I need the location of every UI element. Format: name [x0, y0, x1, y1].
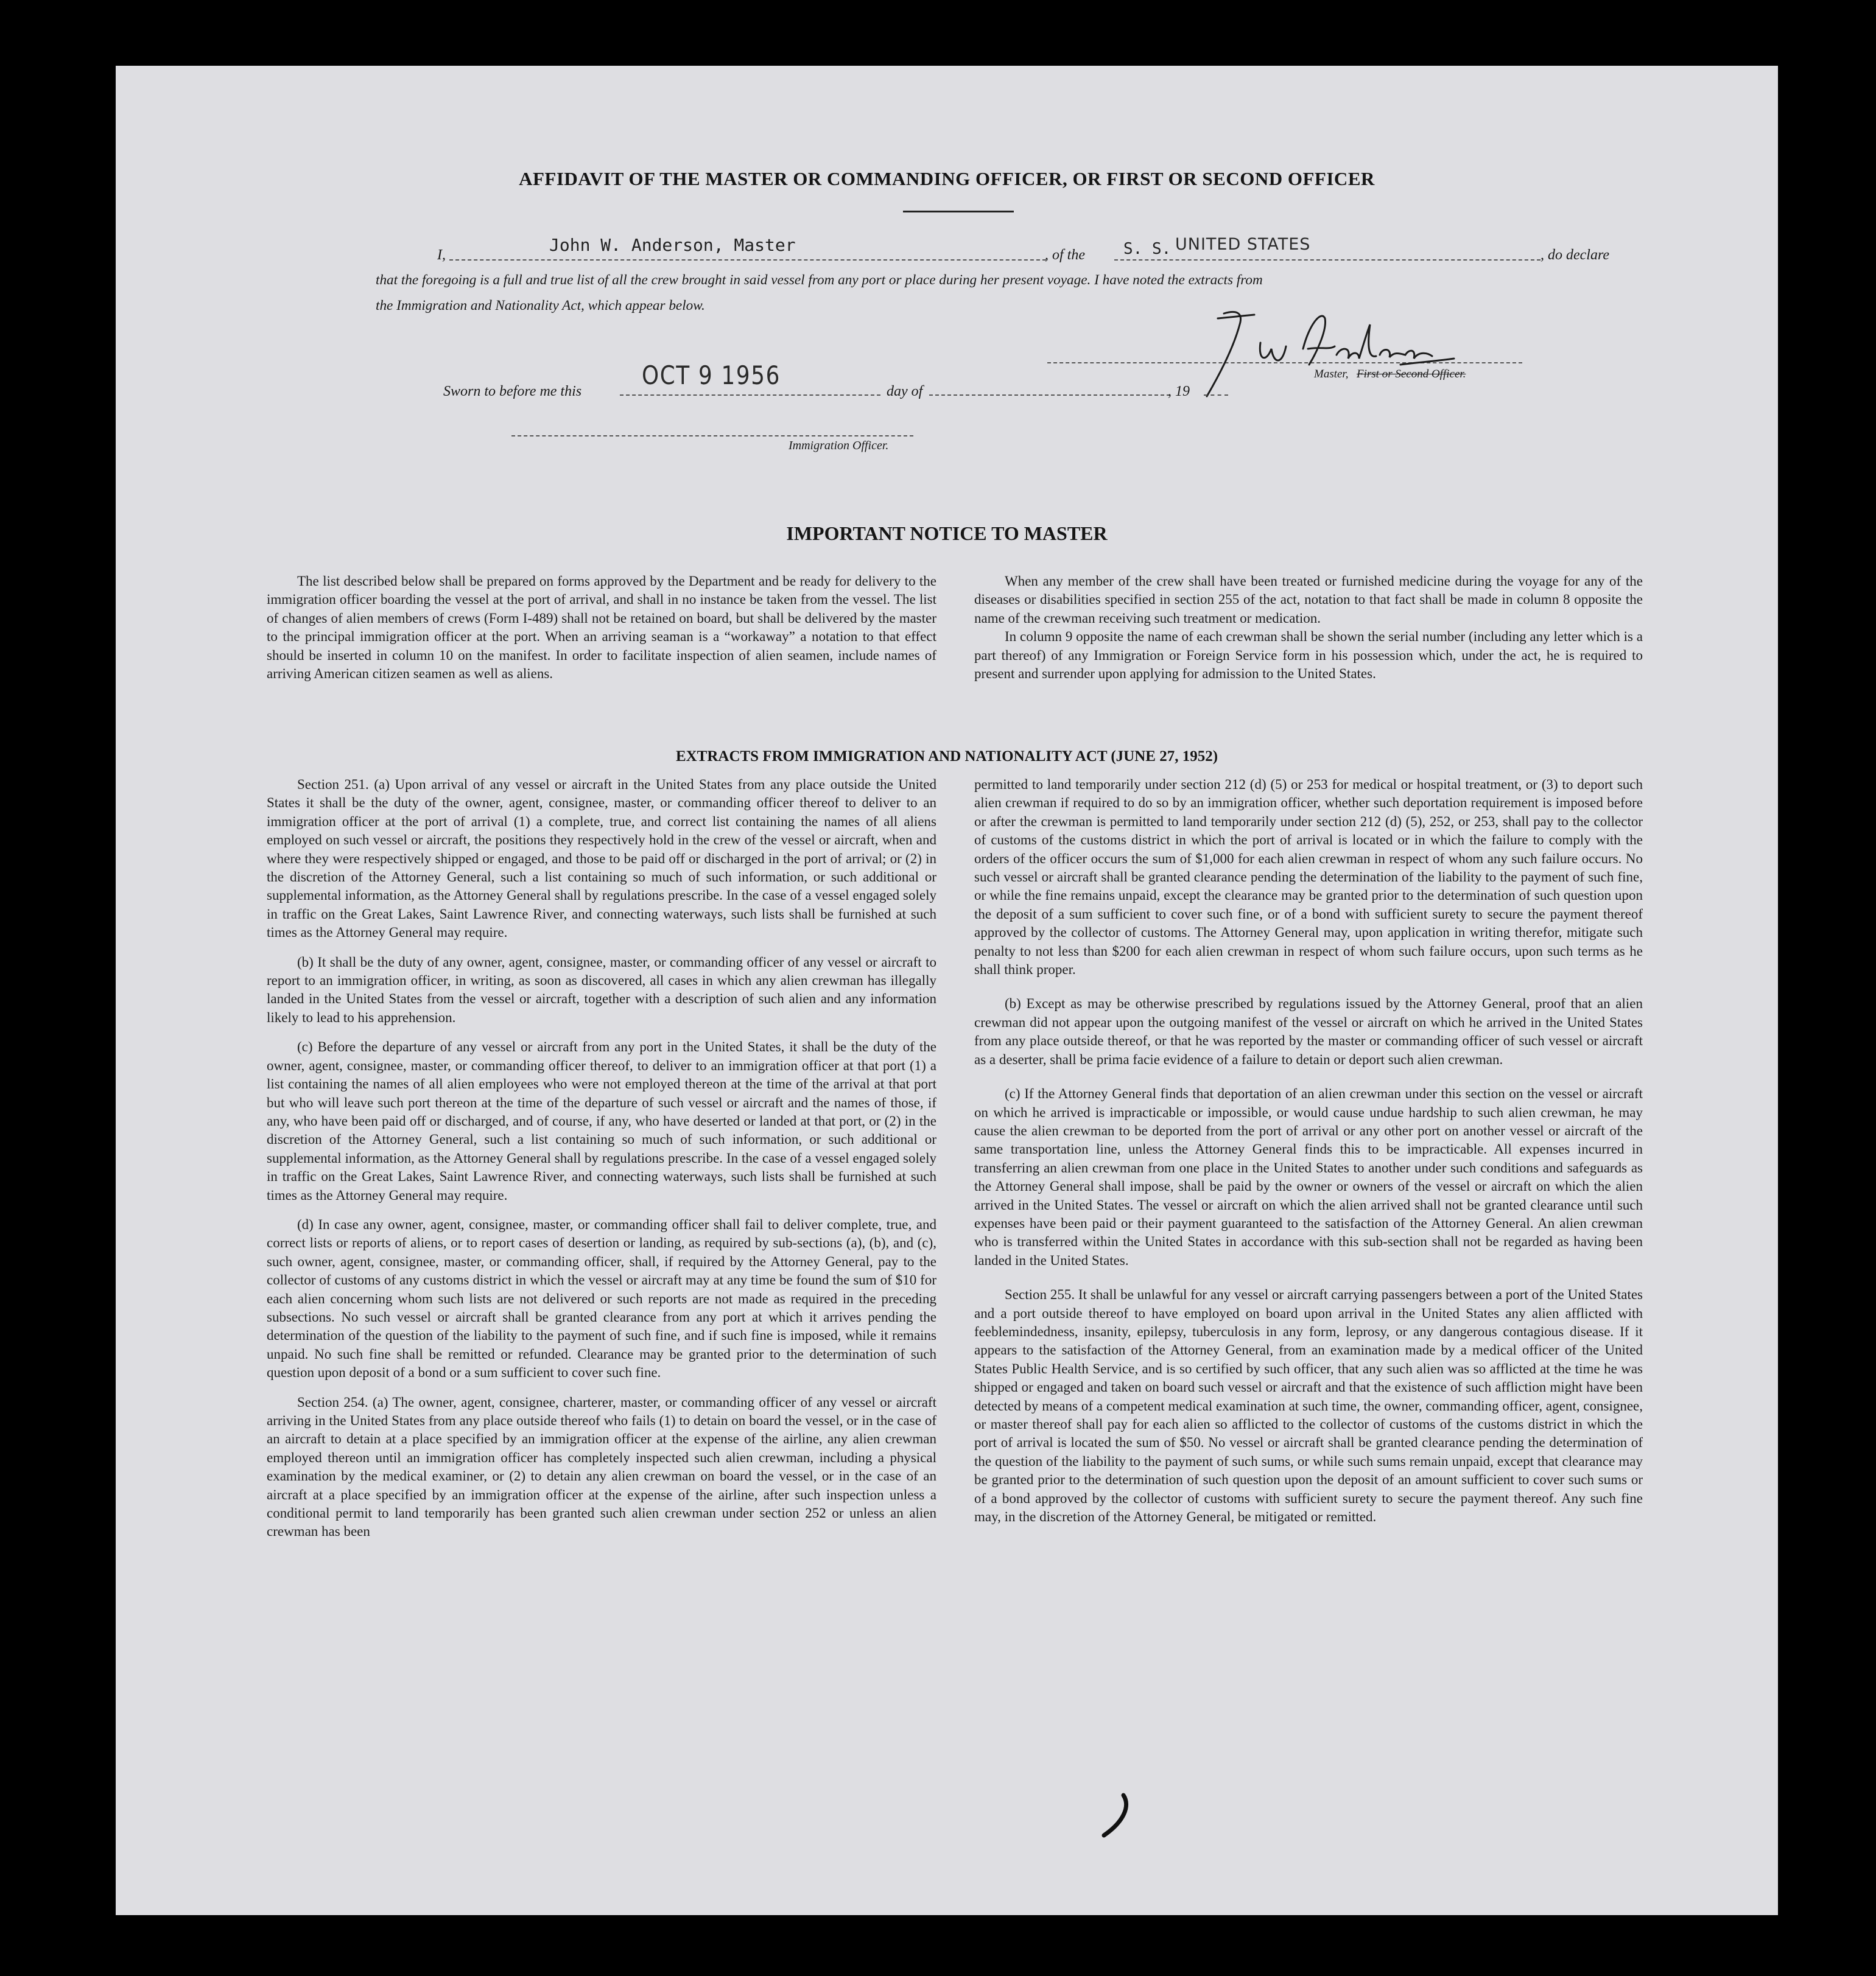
notice-right-column: [974, 572, 1643, 683]
sworn-label: Sworn to before me this: [443, 384, 582, 399]
extract-paragraph: (b) It shall be the duty of any owner, agent, consignee, master, or commanding officer of any vessel or aircraft to report to an immigration officer, in writing, as soon as discovered, all cases in which any alien crewman has illegally landed in the United States from the vessel or aircraft, together with a description of such alien and any information likely to lead to his apprehension.: [267, 954, 936, 1025]
notice-right-paragraph-1: When any member of the crew shall have been treated or furnished medicine during the voyage for any of the diseases or disabilities specified in section 255 of the act, notation to that fact shall be made in column 8 opposite the name of the crewman receiving such treatment or medication.: [974, 573, 1643, 626]
extracts-title: EXTRACTS FROM IMMIGRATION AND NATIONALITY ACT (JUNE 27, 1952): [675, 748, 1218, 765]
notice-left-column: [267, 572, 936, 683]
extracts-right-column: [974, 776, 1643, 1537]
extract-paragraph: (c) Before the departure of any vessel or aircraft from any port in the United States, it shall be the duty of the owner, agent, consignee, master, or commanding officer thereof, to deliver to an immigration officer at that port (1) a list containing the names of all alien employees who were not employed thereon at the time of the arrival at that port but who will leave such port thereon at the time of the departure of such vessel or aircraft and the names of those, if any, who have been paid off or discharged, and of course, if any, who have deserted or landed at that port, or (2) in the discretion of the Attorney General, such a list containing so much of such information, or such additional or supplemental information, as the Attorney General shall by regulations prescribe. In the case of a vessel engaged solely in traffic on the Great Lakes, Saint Lawrence River, and connecting waterways, such lists shall be furnished at such times as the Attorney General may require.: [267, 1039, 936, 1203]
notice-left-paragraph: The list described below shall be prepared on forms approved by the Department and be ready for delivery to the immigration officer boarding the vessel at the port of arrival, and shall in no instance be taken from the vessel. The list of changes of alien members of crews (Form I-489) shall not be retained on board, but shall be delivered by the master to the principal immigration officer at the port. When an arriving seaman is a “workaway” a notation to that effect should be inserted in column 10 on the manifest. In order to facilitate inspection of alien seamen, include names of arriving American citizen seamen as well as aliens.: [267, 573, 936, 682]
date-stamp: OCT 9 1956: [642, 360, 781, 390]
extract-paragraph: Section 255. It shall be unlawful for any vessel or aircraft carrying passengers between a port of the United States and a port outside thereof to have employed on board upon arrival in the United States any alien afflicted with feeblemindedness, insanity, epilepsy, tuberculosis in any form, leprosy, or any dangerous contagious disease. If it appears to the satisfaction of the Attorney General, from an examination made by a medical officer of the United States Public Health Service, and is so certified by such officer, that any such alien was so afflicted at the time he was shipped or engaged and taken on board such vessel or aircraft and that the existence of such affliction might have been detected by means of a competent medical examination at such time, the owner, commanding officer, agent, consignee, or master thereof shall pay for each alien so afflicted to the collector of customs of the customs district in which the port of arrival is located the sum of $50. No vessel or aircraft shall be granted clearance pending the determination of the question of the liability to the payment of such sums, or while such sums remain unpaid, except that clearance may be granted prior to the determination of such question upon the deposit of an amount sufficient to cover such sums or of a bond approved by the collector of customs with sufficient surety to secure the payment thereof. Any such fine may, in the discretion of the Attorney General, be mitigated or remitted.: [974, 1287, 1643, 1525]
signer-role-struck: First or Second Officer.: [1357, 368, 1466, 380]
year-line: [1204, 394, 1228, 396]
immigration-officer-label: Immigration Officer.: [789, 439, 889, 452]
extract-paragraph: Section 251. (a) Upon arrival of any vessel or aircraft in the United States from any place outside the United States it shall be the duty of the owner, agent, consignee, master, or commanding officer thereof to deliver to an immigration officer at the port of arrival (1) a complete, true, and correct list containing the names of all aliens employed on such vessel or aircraft, the positions they respectively hold in the crew of the vessel or aircraft, when and where they were respectively shipped or engaged, and those to be paid off or discharged in the port of arrival; or (2) in the discretion of the Attorney General, such a list containing so much of such information, or such additional or supplemental information, as the Attorney General shall by regulations prescribe. In the case of a vessel engaged solely in traffic on the Great Lakes, Saint Lawrence River, and connecting waterways, such lists shall be furnished at such times as the Attorney General may require.: [267, 777, 936, 941]
signer-role-master: Master,: [1314, 368, 1349, 380]
extracts-left-column: [267, 776, 936, 1552]
do-declare-label: , do declare: [1540, 247, 1610, 263]
extract-paragraph: Section 254. (a) The owner, agent, consignee, charterer, master, or commanding officer of any vessel or aircraft arriving in the United States from any place outside thereof who fails (1) to detain on board the vessel, or in the case of an aircraft to detain at a place specified by an immigration officer at the expense of the airline, any alien crewman employed thereon until an immigration officer has completely inspected such alien crewman, including a physical examination by the medical examiner, or (2) to detain any alien crewman on board the vessel, or in the case of an aircraft at a place specified by an immigration officer at the expense of the airline, after such inspection unless a conditional permit to land temporarily has been granted such alien crewman under section 252 or unless an alien crewman has been: [267, 1394, 936, 1540]
extract-paragraph: (c) If the Attorney General finds that deportation of an alien crewman under this section on the vessel or aircraft on which he arrived is impracticable or impossible, or would cause undue hardship to such alien crewman, he may cause the alien crewman to be deported from the port of arrival or any other port on another vessel or aircraft of the same transportation line, unless the Attorney General finds this to be impracticable. All expenses incurred in transferring an alien crewman from one place in the United States to another under such conditions and safeguards as the Attorney General shall impose, shall be paid by the owner or owners of the vessel or aircraft on which the alien arrived in the United States. The vessel or aircraft on which the alien arrived shall not be granted clearance until such expenses have been paid or their payment guaranteed to the satisfaction of the Attorney General. An alien crewman who is transferred within the United States in accordance with this sub-section shall not be regarded as having been landed in the United States.: [974, 1086, 1643, 1268]
notice-title: IMPORTANT NOTICE TO MASTER: [786, 522, 1108, 544]
vessel-prefix: S. S.: [1123, 240, 1172, 258]
name-line: [449, 259, 1046, 261]
sworn-month-line: [929, 394, 1170, 396]
notice-right-paragraph-2: In column 9 opposite the name of each crewman shall be shown the serial number (including any letter which is a part thereof) of any Immigration or Foreign Service form in his possession which, under the act, he is required to present and surrender upon applying for admission to the United States.: [974, 629, 1643, 682]
document-page: [116, 66, 1778, 1915]
master-name: John W. Anderson, Master: [549, 235, 796, 255]
sworn-day-line: [620, 394, 880, 396]
pencil-mark: [1099, 1792, 1136, 1840]
year-prefix: , 19: [1168, 384, 1190, 399]
master-signature: [1200, 306, 1486, 404]
extract-paragraph: (b) Except as may be otherwise prescribed by regulations issued by the Attorney General, proof that an alien crewman did not appear upon the outgoing manifest of the vessel or aircraft on which he arrived in the United States from any place outside thereof, or that he was reported by the master or commanding officer of such vessel or aircraft as a deserter, shall be prima facie evidence of a failure to detain or deport such alien crewman.: [974, 996, 1643, 1067]
vessel-line: [1114, 259, 1540, 261]
of-the-label: , of the: [1045, 247, 1085, 263]
immigration-officer-line: [511, 435, 913, 436]
day-of-label: day of: [887, 384, 923, 399]
declaration-text-cont: the Immigration and Nationality Act, which appear below.: [376, 298, 705, 314]
extract-paragraph: permitted to land temporarily under section 212 (d) (5) or 253 for medical or hospital treatment, or (3) to deport such alien crewman if required to do so by an immigration officer, whether such deportation requirement is imposed before or after the crewman is permitted to land temporarily under section 212 (d) (5), 252, or 253, shall pay to the collector of customs of the customs district in which the port of arrival is located or in which the failure to comply with the orders of the officer occurs the sum of $1,000 for each alien crewman in respect of whom any such failure occurs. No such vessel or aircraft shall be granted clearance pending the determination of the liability to the payment of such fine, or while the fine remains unpaid, except the clearance may be granted prior to the determination of such question upon the deposit of a sum sufficient to cover such fine, or of a bond with sufficient surety to secure the payment thereof approved by the collector of customs. The Attorney General may, upon application in writing therefor, mitigate such penalty to not less than $200 for each alien crewman in respect of whom such failure occurs, upon such terms as he shall think proper.: [974, 777, 1643, 978]
extract-paragraph: (d) In case any owner, agent, consignee, master, or commanding officer shall fail to deliver complete, true, and correct lists or reports of aliens, or to report cases of desertion or landing, as required by sub-sections (a), (b), and (c), such owner, agent, consignee, master, or commanding officer, shall, if required by the Attorney General, pay to the collector of customs of any customs district in which the vessel or aircraft may at any time be found the sum of $10 for each alien concerning whom such lists are not delivered or such reports are not made as required in the preceding subsections. No such vessel or aircraft shall be granted clearance from any port at which it arrives pending the determination of the question of the liability to the payment of such fine, and if such fine is imposed, while it remains unpaid. No such fine shall be remitted or refunded. Clearance may be granted prior to the determination of such question upon deposit of a bond or a sum sufficient to cover such fine.: [267, 1216, 936, 1381]
declaration-prefix: I,: [437, 247, 446, 263]
title-rule: [903, 211, 1014, 212]
affidavit-title: AFFIDAVIT OF THE MASTER OR COMMANDING OFFICER, OR FIRST OR SECOND OFFICER: [519, 168, 1375, 189]
vessel-name-stamp: UNITED STATES: [1175, 235, 1311, 254]
declaration-text: that the foregoing is a full and true list of all the crew brought in said vessel from any port or place during her present voyage. I have noted the extracts from: [376, 272, 1263, 288]
